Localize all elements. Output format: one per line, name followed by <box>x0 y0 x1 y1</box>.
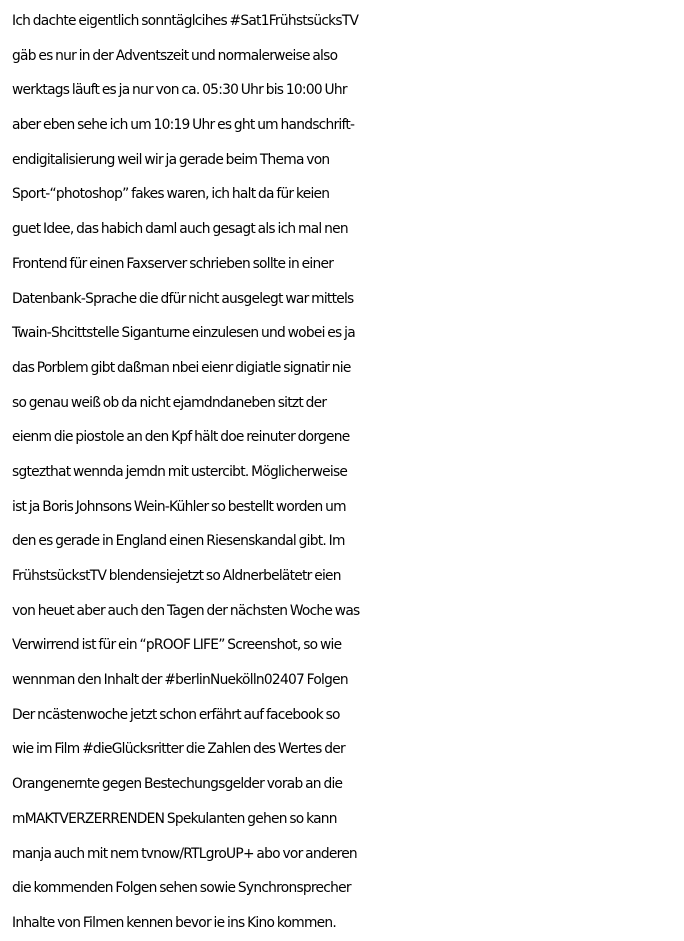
text-line: Ich dachte eigentlich sonntäglcihes #Sat1FrühstsücksTV <box>12 13 359 29</box>
text-line: aber eben sehe ich um 10:19 Uhr es ght um handschrift- <box>12 117 355 134</box>
text-line: ist ja Boris Johnsons Wein-Kühler so bestellt worden um <box>12 498 346 515</box>
text-line: Inhalte von Filmen kennen bevor ie ins Kino kommen. <box>12 914 337 931</box>
text-line: wennman den Inhalt der #berlinNuekölln02407 Folgen <box>12 672 348 689</box>
text-line: eienm die piostole an den Kpf hält doe reinuter dorgene <box>12 429 350 446</box>
text-line: Frontend für einen Faxserver schrieben sollte in einer <box>12 255 334 272</box>
text-line: Orangenernte gegen Bestechungsgelder vorab an die <box>12 776 343 793</box>
body-text <box>12 4 682 941</box>
text-line: werktags läuft es ja nur von ca. 05:30 Uhr bis 10:00 Uhr <box>12 82 347 99</box>
text-line: die kommenden Folgen sehen sowie Synchronsprecher <box>12 880 351 897</box>
text-line: so genau weiß ob da nicht ejamdndaneben sitzt der <box>12 394 327 411</box>
text-line: Twain-Shcittstelle Siganturne einzulesen und wobei es ja <box>12 325 355 342</box>
text-line: mMAKTVERZERRENDEN Spekulanten gehen so kann <box>12 810 337 827</box>
text-line: Sport-“photoshop” fakes waren, ich halt da für keien <box>12 186 330 203</box>
text-line: manja auch mit nem tvnow/RTLgroUP+ abo vor anderen <box>12 845 357 862</box>
text-line: das Porblem gibt daßman nbei eienr digiatle signatir nie <box>12 359 351 376</box>
text-line: sgtezthat wennda jemdn mit ustercibt. Möglicherweise <box>12 463 348 480</box>
text-line: Verwirrend ist für ein “pROOF LIFE” Screenshot, so wie <box>12 637 342 654</box>
text-line: Datenbank-Sprache die dfür nicht ausgelegt war mittels <box>12 290 354 307</box>
text-line: endigitalisierung weil wir ja gerade beim Thema von <box>12 151 330 168</box>
text-line: gäb es nur in der Adventszeit und normalerweise also <box>12 47 338 64</box>
text-line: wie im Film #dieGlücksritter die Zahlen des Wertes der <box>12 741 345 758</box>
text-line: Der ncästenwoche jetzt schon erfährt auf facebook so <box>12 706 340 723</box>
text-line: den es gerade in England einen Riesenskandal gibt. Im <box>12 533 345 550</box>
text-line: FrühstsückstTV blendensiejetzt so Aldnerbelätetr eien <box>12 568 341 584</box>
text-line: von heuet aber auch den Tagen der nächsten Woche was <box>12 602 360 619</box>
text-line: guet Idee, das habich daml auch gesagt als ich mal nen <box>12 221 348 238</box>
